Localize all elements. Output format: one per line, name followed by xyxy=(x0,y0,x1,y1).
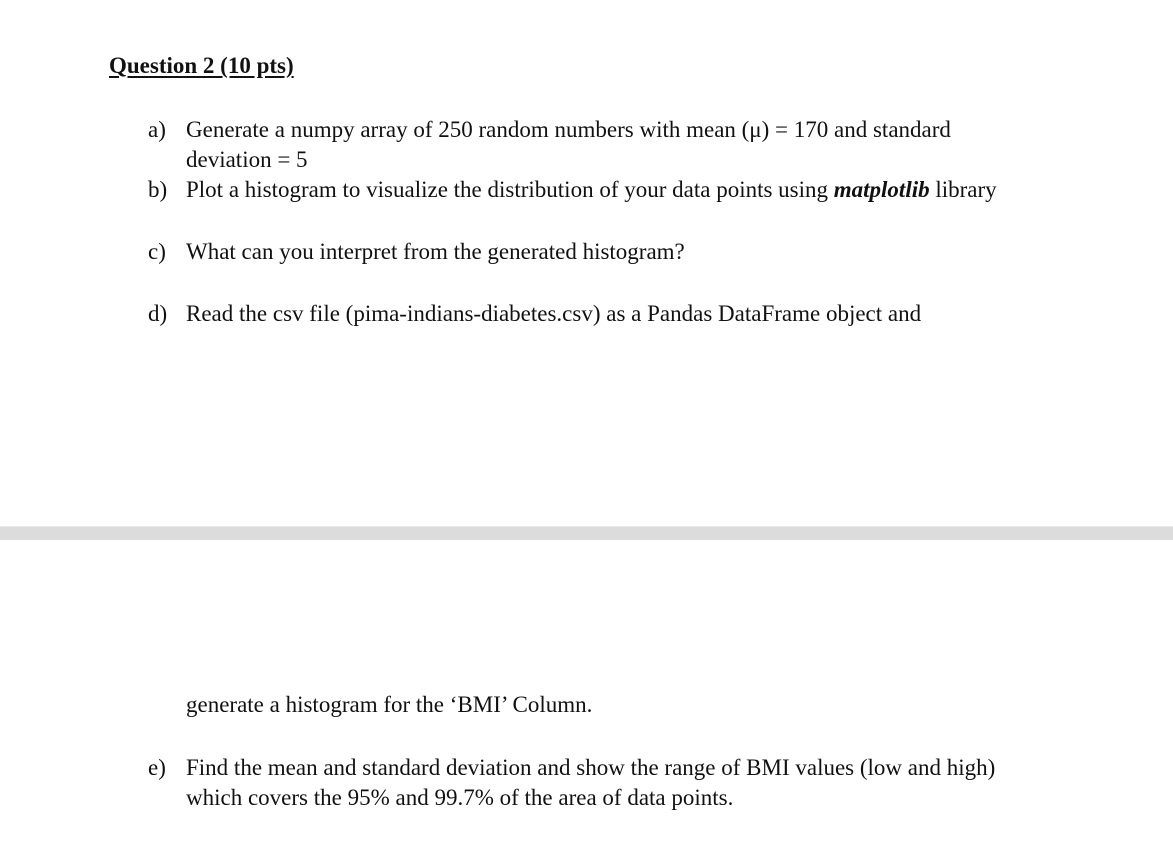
item-d-text: Read the csv file (pima-indians-diabetes.csv) as a Pandas DataFrame object and xyxy=(186,301,922,326)
item-e-text xyxy=(186,753,995,813)
item-d-marker: d) xyxy=(148,301,168,326)
item-a-line-2: deviation = 5 xyxy=(186,147,308,172)
item-e-line-2: which covers the 95% and 99.7% of the area of data points. xyxy=(186,785,734,810)
item-b-text-end: library xyxy=(929,177,997,202)
page-break-divider xyxy=(0,526,1173,540)
item-a-marker: a) xyxy=(148,117,166,142)
item-b-text-start: Plot a histogram to visualize the distribution of your data points using xyxy=(186,177,834,202)
page-two xyxy=(0,540,1173,856)
item-c-text: What can you interpret from the generated histogram? xyxy=(186,239,685,264)
item-c-marker: c) xyxy=(148,239,166,264)
item-d-continuation-text: generate a histogram for the ‘BMI’ Column. xyxy=(186,692,593,717)
question-heading: Question 2 (10 pts) xyxy=(109,53,294,78)
item-a-text xyxy=(186,115,951,175)
item-b-text xyxy=(186,175,997,205)
item-e-marker: e) xyxy=(148,755,166,780)
item-a-line-1: Generate a numpy array of 250 random numbers with mean (μ) = 170 and standard xyxy=(186,117,951,142)
item-e-line-1: Find the mean and standard deviation and show the range of BMI values (low and high) xyxy=(186,755,996,780)
matplotlib-term: matplotlib xyxy=(833,177,930,202)
item-b-marker: b) xyxy=(148,177,168,202)
